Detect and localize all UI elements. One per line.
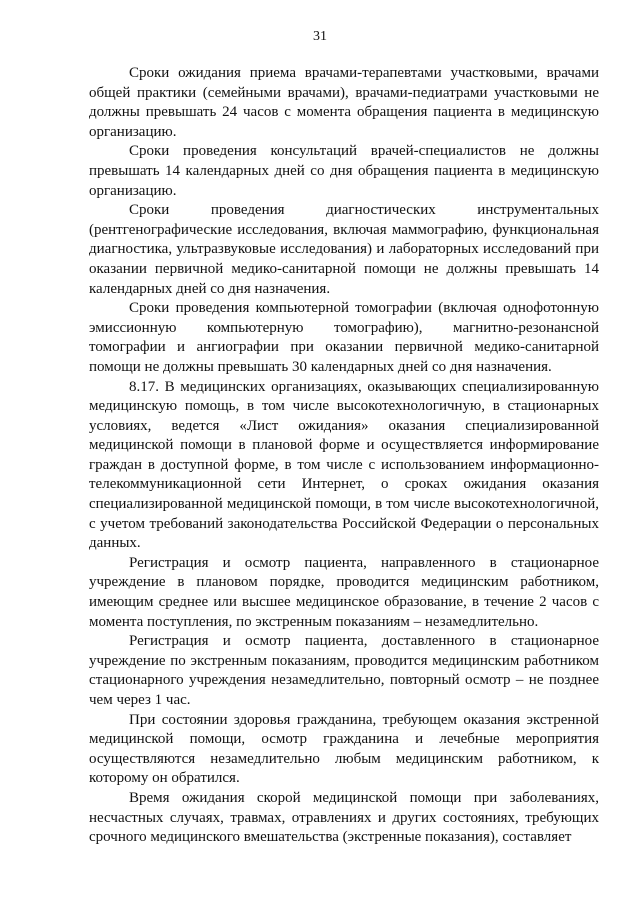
paragraph-planned-registration: Регистрация и осмотр пациента, направленного в стационарное учреждение в плановом порядке, проводится медицинским работником, имеющим среднее или высшее медицинское образование, в течение 2 часов с момента поступления, по экстренным показаниям – незамедлительно.: [89, 554, 599, 630]
paragraph-emergency-care: При состоянии здоровья гражданина, требующем оказания экстренной медицинской помощи, осмотр гражданина и лечебные мероприятия осуществляются незамедлительно любым медицинским работником, к которому он обратился.: [89, 711, 599, 787]
paragraph-reception-wait: Сроки ожидания приема врачами-терапевтами участковыми, врачами общей практики (семейными врачами), врачами-педиатрами участковыми не должны превышать 24 часов с момента обращения пациента в медицинскую организацию.: [89, 65, 599, 140]
paragraph-specialist-consultation: Сроки проведения консультаций врачей-специалистов не должны превышать 14 календарных дней со дня обращения пациента в медицинскую организацию.: [89, 143, 599, 199]
paragraph-emergency-registration: Регистрация и осмотр пациента, доставленного в стационарное учреждение по экстренным показаниям, проводится медицинским работником стационарного учреждения незамедлительно, повторный осмотр – не позднее чем через 1 час.: [89, 633, 599, 708]
paragraph-waiting-list: 8.17. В медицинских организациях, оказывающих специализированную медицинскую помощь, в том числе высокотехнологичную, в стационарных условиях, ведется «Лист ожидания» оказания специализированной медицинской помощи в плановой форме и осуществляется информирование граждан в доступной форме, в том числе с использованием информационно-телекоммуникационной сети Интернет, о сроках ожидания оказания специализированной медицинской помощи, в том числе высокотехнологичной, с учетом требований законодательства Российской Федерации о персональных данных.: [89, 378, 599, 552]
paragraph-ambulance-wait: Время ожидания скорой медицинской помощи при заболеваниях, несчастных случаях, травмах, отравлениях и других состояниях, требующих срочного медицинского вмешательства (экстренные показания), составляет: [89, 789, 599, 846]
page-number: 31: [313, 29, 327, 44]
paragraph-tomography: Сроки проведения компьютерной томографии (включая однофотонную эмиссионную компьютерную томографию), магнитно-резонансной томографии и ангиографии при оказании первичной медико-санитарной помощи не должны превышать 30 календарных дней со дня назначения.: [89, 300, 599, 375]
paragraph-diagnostic-studies: Сроки проведения диагностических инструментальных (рентгенографические исследования, включая маммографию, функциональная диагностика, ультразвуковые исследования) и лабораторных исследований при оказании первичной медико-санитарной помощи не должны превышать 14 календарных дней со дня назначения.: [89, 202, 599, 297]
document-body: [89, 64, 599, 848]
